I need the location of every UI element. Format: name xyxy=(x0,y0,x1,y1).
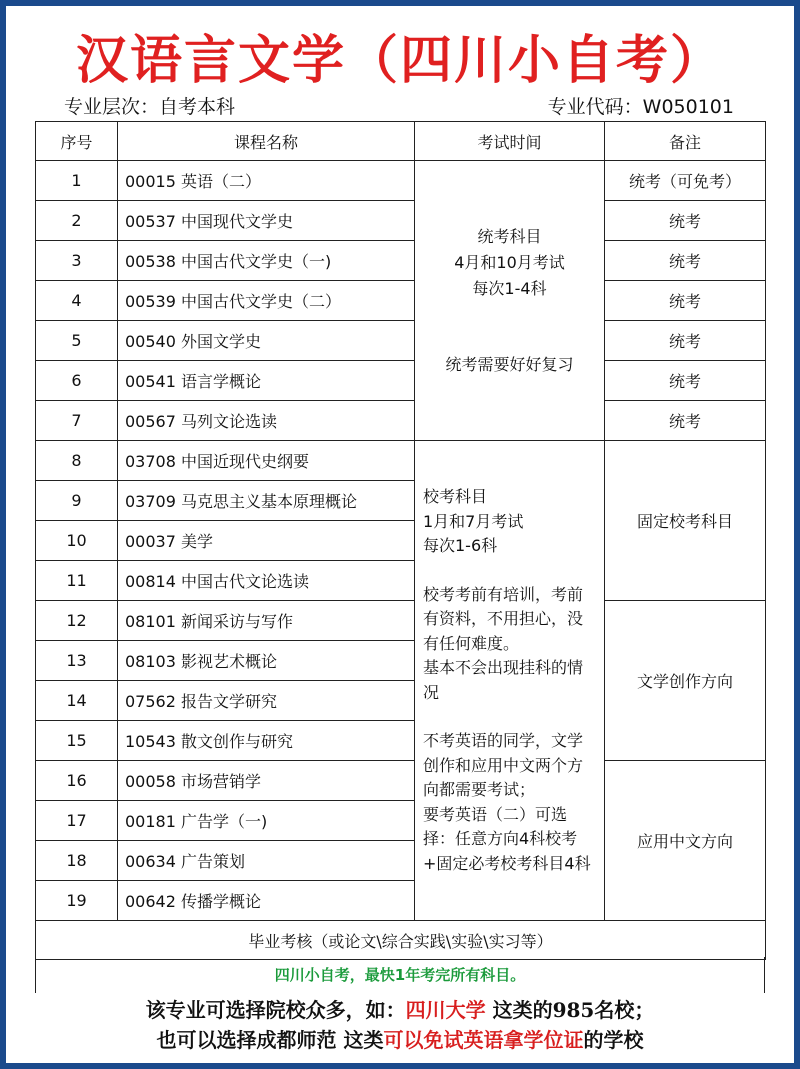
table-row xyxy=(36,361,766,401)
course-name: 08103 影视艺术概论 xyxy=(118,641,415,681)
bottom-line-2 xyxy=(0,1024,800,1053)
table-header-row xyxy=(36,122,766,161)
row-index: 18 xyxy=(36,841,118,881)
unified-exam-line: 统考需要好好复习 xyxy=(445,354,574,374)
bottom-text: 的学校 xyxy=(583,1028,644,1052)
graduation-row xyxy=(36,921,766,960)
group-note-creative: 文学创作方向 xyxy=(605,601,766,761)
course-name: 08101 新闻采访与写作 xyxy=(118,601,415,641)
school-exam-training: 校考考前有培训，考前有资料，不用担心，没有任何难度。 基本不会出现挂科的情况 xyxy=(423,584,584,702)
graduation-assessment: 毕业考核（或论文\综合实践\实验\实习等） xyxy=(36,921,766,960)
course-name: 00540 外国文学史 xyxy=(118,321,415,361)
row-index: 5 xyxy=(36,321,118,361)
course-name: 00537 中国现代文学史 xyxy=(118,201,415,241)
table-row xyxy=(36,401,766,441)
course-note: 统考 xyxy=(605,281,766,321)
header-course-name: 课程名称 xyxy=(118,122,415,161)
row-index: 4 xyxy=(36,281,118,321)
row-index: 17 xyxy=(36,801,118,841)
course-name: 00538 中国古代文学史（一) xyxy=(118,241,415,281)
row-index: 10 xyxy=(36,521,118,561)
unified-exam-line: 每次1-4科 xyxy=(472,278,547,298)
course-name: 00814 中国古代文论选读 xyxy=(118,561,415,601)
table-row xyxy=(36,761,766,801)
unified-exam-line: 统考科目 xyxy=(477,226,542,246)
highlight-school: 四川大学 xyxy=(405,998,486,1022)
course-name: 03709 马克思主义基本原理概论 xyxy=(118,481,415,521)
course-name: 00541 语言学概论 xyxy=(118,361,415,401)
page-title: 汉语言文学（四川小自考） xyxy=(75,31,724,91)
bottom-line-1 xyxy=(0,994,800,1023)
bottom-text: 也可以选择成都师范 这类 xyxy=(156,1028,384,1052)
course-name: 00634 广告策划 xyxy=(118,841,415,881)
footer-promo-green: 四川小自考，最快1年考完所有科目。 xyxy=(35,957,765,993)
bottom-text: 该专业可选择院校众多，如： xyxy=(145,998,406,1022)
unified-exam-info xyxy=(415,161,605,441)
row-index: 19 xyxy=(36,881,118,921)
table-row xyxy=(36,281,766,321)
course-name: 00567 马列文论选读 xyxy=(118,401,415,441)
row-index: 16 xyxy=(36,761,118,801)
unified-exam-line: 4月和10月考试 xyxy=(454,252,565,272)
row-index: 11 xyxy=(36,561,118,601)
course-note: 统考（可免考） xyxy=(605,161,766,201)
table-row xyxy=(36,441,766,481)
row-index: 7 xyxy=(36,401,118,441)
course-name: 00037 美学 xyxy=(118,521,415,561)
row-index: 6 xyxy=(36,361,118,401)
group-note-fixed: 固定校考科目 xyxy=(605,441,766,601)
school-exam-info xyxy=(415,441,605,921)
row-index: 13 xyxy=(36,641,118,681)
course-note: 统考 xyxy=(605,361,766,401)
bottom-text: 这类的985名校； xyxy=(485,998,655,1022)
table-row xyxy=(36,321,766,361)
table-row xyxy=(36,161,766,201)
course-name: 00181 广告学（一) xyxy=(118,801,415,841)
group-note-applied: 应用中文方向 xyxy=(605,761,766,921)
course-name: 03708 中国近现代史纲要 xyxy=(118,441,415,481)
course-name: 10543 散文创作与研究 xyxy=(118,721,415,761)
table-row xyxy=(36,241,766,281)
row-index: 1 xyxy=(36,161,118,201)
major-level: 专业层次：自考本科 xyxy=(64,96,236,118)
highlight-degree: 可以免试英语拿学位证 xyxy=(383,1028,584,1052)
course-name: 00539 中国古代文学史（二） xyxy=(118,281,415,321)
course-note: 统考 xyxy=(605,241,766,281)
course-name: 00015 英语（二） xyxy=(118,161,415,201)
course-name: 00058 市场营销学 xyxy=(118,761,415,801)
table-row xyxy=(36,601,766,641)
row-index: 12 xyxy=(36,601,118,641)
course-name: 07562 报告文学研究 xyxy=(118,681,415,721)
header-exam-time: 考试时间 xyxy=(415,122,605,161)
course-note: 统考 xyxy=(605,201,766,241)
table-row xyxy=(36,201,766,241)
course-name: 00642 传播学概论 xyxy=(118,881,415,921)
course-note: 统考 xyxy=(605,321,766,361)
school-exam-schedule: 校考科目 1月和7月考试 每次1-6科 xyxy=(423,487,524,555)
row-index: 14 xyxy=(36,681,118,721)
row-index: 9 xyxy=(36,481,118,521)
course-note: 统考 xyxy=(605,401,766,441)
row-index: 2 xyxy=(36,201,118,241)
row-index: 15 xyxy=(36,721,118,761)
row-index: 3 xyxy=(36,241,118,281)
school-exam-english: 不考英语的同学，文学创作和应用中文两个方向都需要考试； 要考英语（二）可选择：任意方向4科校考+固定必考校考科目4科 xyxy=(423,731,591,873)
major-code: 专业代码：W050101 xyxy=(547,96,734,118)
course-table xyxy=(35,121,766,960)
header-note: 备注 xyxy=(605,122,766,161)
header-index: 序号 xyxy=(36,122,118,161)
row-index: 8 xyxy=(36,441,118,481)
